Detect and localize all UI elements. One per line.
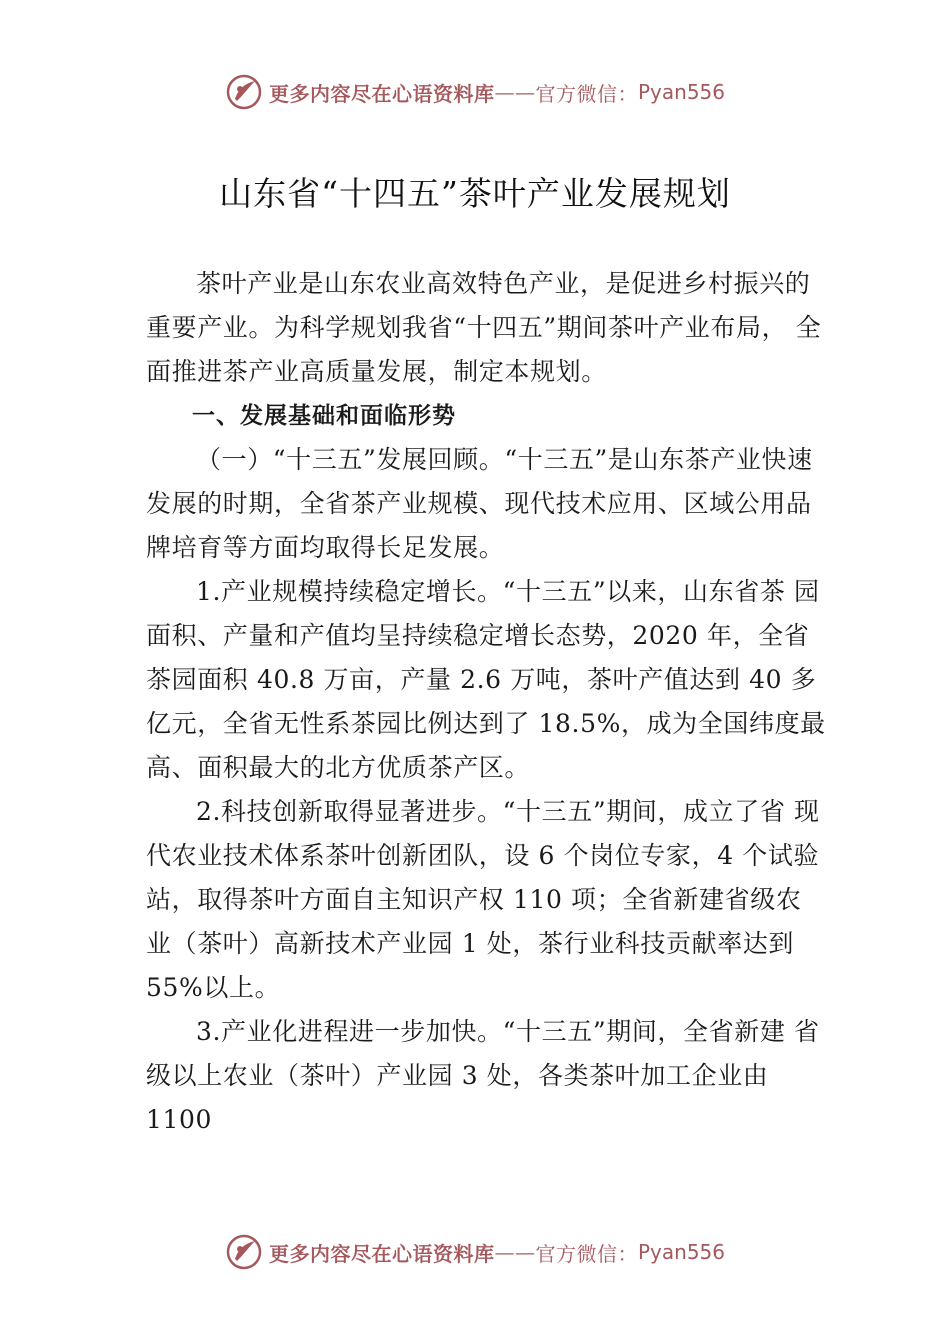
document-body: [146, 262, 826, 1142]
watermark-label: 官方微信：: [535, 1241, 638, 1266]
paragraph-item-1: 1.产业规模持续稳定增长。“十三五”以来，山东省茶 园面积、产量和产值均呈持续稳定增长态势，2020 年，全省茶园面积 40.8 万亩，产量 2.6 万吨，茶叶产值达到 40 多亿元，全省无性系茶园比例达到了 18.5%，成为全国纬度最高、面积最大的北方优质茶产区。: [146, 577, 826, 782]
watermark-label: 官方微信：: [535, 81, 638, 106]
brand-logo-icon: [225, 1233, 263, 1271]
watermark-dash: ——: [494, 80, 536, 104]
paragraph-item-2: 2.科技创新取得显著进步。“十三五”期间，成立了省 现代农业技术体系茶叶创新团队，设 6 个岗位专家，4 个试验站，取得茶叶方面自主知识产权 110 项；全省新建省级农业（茶叶）高新技术产业园 1 处，茶行业科技贡献率达到 55%以上。: [146, 797, 820, 1002]
watermark-id: Pyan556: [637, 80, 725, 104]
watermark-banner-top: [0, 72, 950, 112]
watermark-text: 更多内容尽在心语资料库: [268, 1241, 495, 1266]
watermark-text: 更多内容尽在心语资料库: [268, 81, 495, 106]
paragraph-intro: 茶叶产业是山东农业高效特色产业，是促进乡村振兴的重要产业。为科学规划我省“十四五”期间茶叶产业布局， 全面推进茶产业高质量发展，制定本规划。: [146, 269, 822, 386]
brand-logo-icon: [225, 73, 263, 111]
watermark-id: Pyan556: [637, 1240, 725, 1264]
watermark-banner-bottom: [0, 1232, 950, 1272]
document-title: 山东省“十四五”茶叶产业发展规划: [219, 174, 731, 213]
paragraph-item-3: 3.产业化进程进一步加快。“十三五”期间，全省新建 省级以上农业（茶叶）产业园 3 处，各类茶叶加工企业由 1100: [146, 1017, 820, 1134]
section-heading: 一、发展基础和面临形势: [192, 403, 456, 429]
watermark-dash: ——: [494, 1240, 536, 1264]
paragraph-review: （一）“十三五”发展回顾。“十三五”是山东茶产业快速发展的时期，全省茶产业规模、现代技术应用、区域公用品牌培育等方面均取得长足发展。: [146, 445, 813, 562]
